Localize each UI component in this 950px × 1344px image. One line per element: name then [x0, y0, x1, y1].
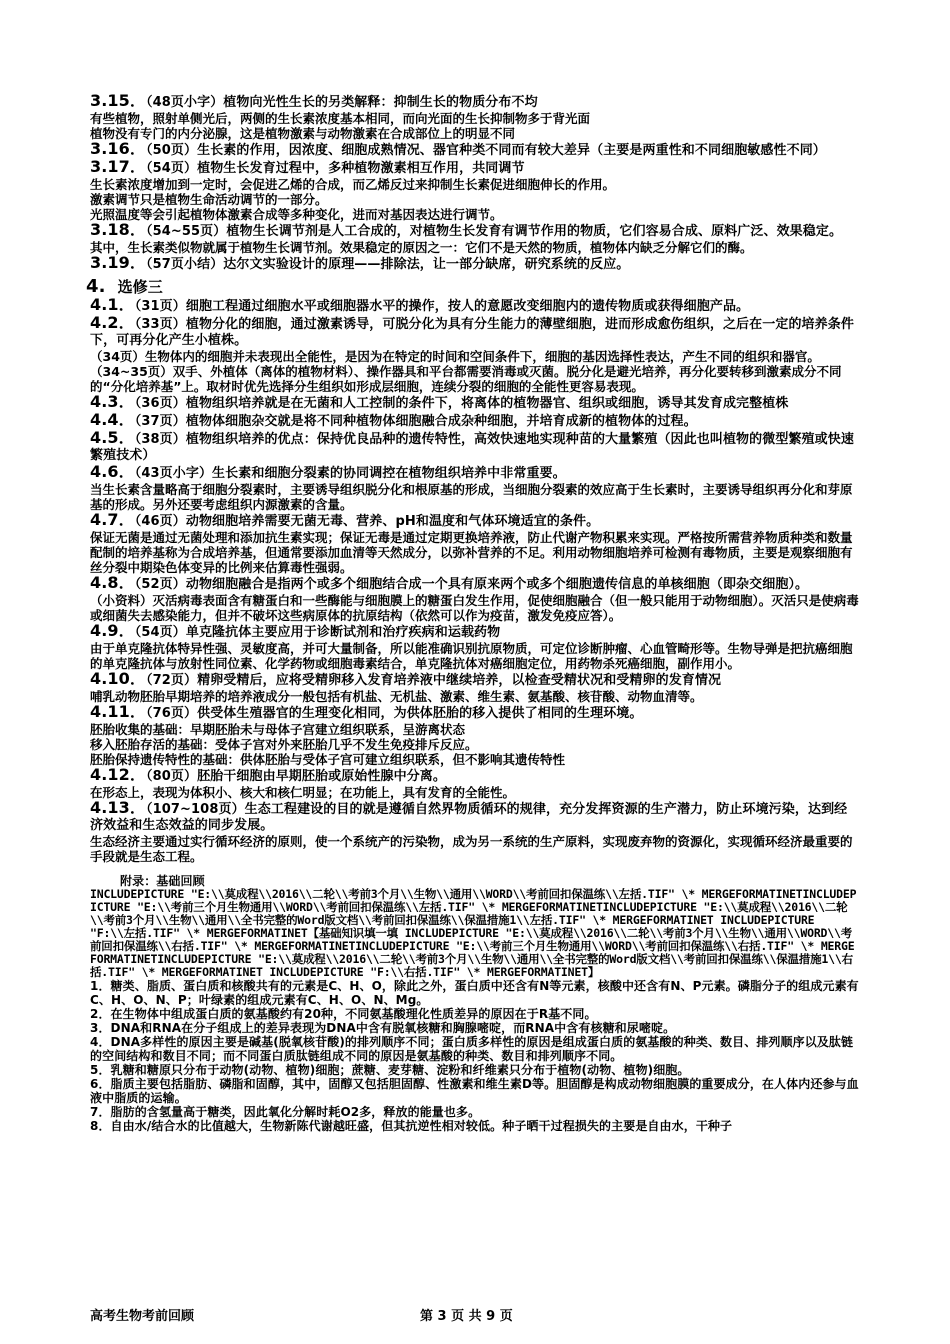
- entry-text: （33页）植物分化的细胞，通过激素诱导，可脱分化为具有分生能力的薄壁细胞，进而形成愈伤组织，之后在一定的培养条件下，可再分化产生小植株。: [90, 317, 854, 348]
- review-item: 2．在生物体中组成蛋白质的氨基酸约有20种，不同氨基酸理化性质差异的原因在于R基不同。: [90, 1007, 597, 1021]
- review-item: 4．DNA多样性的原因主要是碱基(脱氧核苷酸)的排列顺序不同；蛋白质多样性的原因是组成蛋白质的氨基酸的种类、数目、排列顺序以及肽链的空间结构和数目不同；而不同蛋白质肽链组成不同的原因是氨基酸的种类、数目和排列顺序不同。: [90, 1035, 854, 1063]
- numbered-entry: [90, 315, 860, 349]
- entry-note: （小资料）灭活病毒表面含有糖蛋白和一些酶能与细胞膜上的糖蛋白发生作用，促使细胞融合（但一般只能用于动物细胞）。灭活只是使病毒或细菌失去感染能力，但并不破坏这些病原体的抗原结构（依然可以作为疫苗，激发免疫应答）。: [90, 593, 859, 623]
- review-item: 7．脂肪的含氢量高于糖类，因此氧化分解时耗O2多，释放的能量也多。: [90, 1105, 481, 1119]
- entry-note: 哺乳动物胚胎早期培养的培养液成分一般包括有机盐、无机盐、激素、维生素、氨基酸、核苷酸、动物血清等。: [90, 689, 703, 704]
- entry-number-dot: ．: [129, 702, 146, 721]
- entry-number: 3.16: [90, 139, 130, 158]
- entry-number: 3.18: [90, 220, 130, 239]
- numbered-entry: [90, 800, 860, 834]
- entry-note: （34~35页）双手、外植体（离体的植物材料）、操作器具和平台都需要消毒或灭菌。脱分化是避光培养，再分化要转移到激素成分不同的“分化培养基”上。取材时优先选择分生组织如形成层细胞，连续分裂的细胞的全能性更容易表现。: [90, 364, 842, 394]
- entry-number-dot: ．: [118, 410, 135, 429]
- numbered-entry: [90, 255, 860, 273]
- entry-number: 3.17: [90, 157, 130, 176]
- appendix-title: 附录：基础回顾: [120, 874, 205, 888]
- entry-note: 生态经济主要通过实行循环经济的原则，使一个系统产的污染物，成为另一系统的生产原料，实现废弃物的资源化，实现循环经济最重要的手段就是生态工程。: [90, 834, 853, 864]
- numbered-entry: [90, 141, 860, 159]
- numbered-entry: [90, 767, 860, 785]
- section-heading: [86, 276, 860, 297]
- entry-number-dot: ．: [129, 220, 146, 239]
- entry-text: （50页）生长素的作用，因浓度、细胞成熟情况、器官种类不同而有较大差异（主要是两重性和不同细胞敏感性不同）: [146, 143, 826, 158]
- entry-number: 4.4: [90, 410, 119, 429]
- entry-number: 4.1: [90, 295, 119, 314]
- entry-text: （54~55页）植物生长调节剂是人工合成的，对植物生长发育有调节作用的物质，它们容易合成、原料广泛、效果稳定。: [146, 224, 843, 239]
- page-number: 第 3 页 共 9 页: [420, 1309, 513, 1324]
- entry-note: 胚胎保持遗传特性的基础：供体胚胎与受体子宫可建立组织联系，但不影响其遗传特性: [90, 752, 566, 767]
- numbered-entry: [90, 671, 860, 689]
- entry-text: （80页）胚胎干细胞由早期胚胎或原始性腺中分离。: [146, 769, 446, 784]
- spacer: [90, 864, 860, 874]
- numbered-entry: [90, 297, 860, 315]
- entry-number: 4.12: [90, 765, 130, 784]
- entry-number-dot: ．: [129, 669, 146, 688]
- entry-note: 其中，生长素类似物就属于植物生长调节剂。效果稳定的原因之一：它们不是天然的物质，植物体内缺乏分解它们的酶。: [90, 240, 753, 255]
- entry-text: （107~108页）生态工程建设的目的就是遵循自然界物质循环的规律，充分发挥资源的生产潜力，防止环境污染，达到经济效益和生态效益的同步发展。: [90, 802, 848, 833]
- entry-number-dot: ．: [129, 798, 146, 817]
- entry-note: 由于单克隆抗体特异性强、灵敏度高，并可大量制备，所以能准确识别抗原物质，可定位诊断肿瘤、心血管畸形等。生物导弹是把抗癌细胞的单克隆抗体与放射性同位素、化学药物或细胞毒素结合，单克隆抗体对癌细胞定位，用药物杀死癌细胞，副作用小。: [90, 641, 853, 671]
- entry-note: 激素调节只是植物生命活动调节的一部分。: [90, 192, 328, 207]
- entry-number-dot: ．: [129, 91, 146, 110]
- section-title: 选修三: [117, 278, 163, 296]
- entry-text: （38页）植物组织培养的优点：保持优良品种的遗传特性，高效快速地实现种苗的大量繁殖（因此也叫植物的微型繁殖或快速繁殖技术）: [90, 432, 854, 463]
- section-number: 4.: [86, 276, 106, 297]
- entry-number-dot: ．: [118, 313, 135, 332]
- entry-number-dot: ．: [118, 573, 135, 592]
- numbered-entry: [90, 394, 860, 412]
- entry-number: 4.10: [90, 669, 130, 688]
- entry-note: 植物没有专门的内分泌腺，这是植物激素与动物激素在合成部位上的明显不同: [90, 126, 516, 141]
- entry-number-dot: ．: [118, 621, 135, 640]
- entry-number-dot: ．: [118, 510, 135, 529]
- entry-number: 4.5: [90, 428, 119, 447]
- entry-note: （34页）生物体内的细胞并未表现出全能性，是因为在特定的时间和空间条件下，细胞的基因选择性表达，产生不同的组织和器官。: [90, 349, 820, 364]
- entry-note: 保证无菌是通过无菌处理和添加抗生素实现；保证无毒是通过定期更换培养液，防止代谢产物积累来实现。严格按所需营养物质种类和数量配制的培养基称为合成培养基，但通常要添加血清等天然成分，以弥补营养的不足。利用动物细胞培养可检测有毒物质，主要是观察细胞有丝分裂中期染色体变异的比例来估算毒性强弱。: [90, 530, 853, 575]
- entry-number-dot: ．: [118, 295, 135, 314]
- entry-note: 有些植物，照射单侧光后，两侧的生长素浓度基本相同，而向光面的生长抑制物多于背光面: [90, 111, 591, 126]
- page-footer: [90, 1305, 860, 1323]
- entry-text: （72页）精卵受精后，应将受精卵移入发育培养液中继续培养，以检查受精状况和受精卵的发育情况: [146, 673, 722, 688]
- numbered-entry: [90, 704, 860, 722]
- page-content: [86, 91, 860, 1133]
- entry-number: 4.3: [90, 392, 119, 411]
- entry-number: 4.11: [90, 702, 130, 721]
- entry-number: 4.7: [90, 510, 119, 529]
- numbered-entry: [90, 623, 860, 641]
- numbered-entry: [90, 575, 860, 593]
- entry-text: （52页）动物细胞融合是指两个或多个细胞结合成一个具有原来两个或多个细胞遗传信息的单核细胞（即杂交细胞）。: [134, 577, 809, 592]
- numbered-entry: [90, 464, 860, 482]
- numbered-entry: [90, 512, 860, 530]
- entry-text: （57页小结）达尔文实验设计的原理——排除法，让一部分缺席，研究系统的反应。: [146, 257, 630, 272]
- field-code-text: INCLUDEPICTURE "E:\\莫成程\\2016\\二轮\\考前3个月\\生物\\通用\\WORD\\考前回扣保温练\\左括.TIF" \* MERGEFORMATINETINCLUDEPICTURE "E:\\考前三个月生物通用\\WORD\\考前回扣保温练\\左括.TIF" \* MERGEFORMATINETINCLUDEPICTURE "E:\\莫成程\\2016\\二轮\\考前3个月\\生物\\通用\\全书完整的Word版文档\\考前回扣保温练\\保温措施1\\左括.TIF" \* MERGEFORMATINET INCLUDEPICTURE "F:\\左括.TIF" \* MERGEFORMATINET【基础知识填一填 INCLUDEPICTURE "E:\\莫成程\\2016\\二轮\\考前3个月\\生物\\通用\\WORD\\考前回扣保温练\\右括.TIF" \* MERGEFORMATINETINCLUDEPICTURE "E:\\考前三个月生物通用\\WORD\\考前回扣保温练\\右括.TIF" \* MERGEFORMATINETINCLUDEPICTURE "E:\\莫成程\\2016\\二轮\\考前3个月\\生物\\通用\\全书完整的Word版文档\\考前回扣保温练\\保温措施1\\右括.TIF" \* MERGEFORMATINET INCLUDEPICTURE "F:\\右括.TIF" \* MERGEFORMATINET】: [90, 887, 857, 979]
- entry-note: 移入胚胎存活的基础：受体子宫对外来胚胎几乎不发生免疫排斥反应。: [90, 737, 478, 752]
- numbered-entry: [90, 159, 860, 177]
- entry-note: 胚胎收集的基础：早期胚胎未与母体子宫建立组织联系，呈游离状态: [90, 722, 466, 737]
- review-item: 5．乳糖和糖原只分布于动物(动物、植物)细胞；蔗糖、麦芽糖、淀粉和纤维素只分布于植物(动物、植物)细胞。: [90, 1063, 690, 1077]
- entry-number: 3.19: [90, 253, 130, 272]
- review-item: 8．自由水/结合水的比值越大，生物新陈代谢越旺盛，但其抗逆性相对较低。种子晒干过程损失的主要是自由水，干种子: [90, 1119, 733, 1133]
- entry-note: 光照温度等会引起植物体激素合成等多种变化，进而对基因表达进行调节。: [90, 207, 503, 222]
- entry-number: 3.15: [90, 91, 130, 110]
- entry-note: 生长素浓度增加到一定时，会促进乙烯的合成，而乙烯反过来抑制生长素促进细胞伸长的作用。: [90, 177, 616, 192]
- review-item: 1．糖类、脂质、蛋白质和核酸共有的元素是C、H、O，除此之外，蛋白质中还含有N等元素，核酸中还含有N、P元素。磷脂分子的组成元素有C、H、O、N、P；叶绿素的组成元素有C、H、O、N、Mg。: [90, 979, 859, 1007]
- entry-number-dot: ．: [118, 462, 135, 481]
- entry-text: （46页）动物细胞培养需要无菌无毒、营养、pH和温度和气体环境适宜的条件。: [134, 514, 600, 529]
- entry-text: （37页）植物体细胞杂交就是将不同种植物体细胞融合成杂种细胞，并培育成新的植物体的过程。: [134, 414, 697, 429]
- entry-text: （76页）供受体生殖器官的生理变化相同，为供体胚胎的移入提供了相同的生理环境。: [146, 706, 643, 721]
- entry-number: 4.9: [90, 621, 119, 640]
- entry-number-dot: ．: [129, 139, 146, 158]
- entry-number-dot: ．: [118, 392, 135, 411]
- entry-text: （48页小字）植物向光性生长的另类解释：抑制生长的物质分布不均: [146, 95, 538, 110]
- numbered-entry: [90, 93, 860, 111]
- entry-number-dot: ．: [118, 428, 135, 447]
- entry-text: （43页小字）生长素和细胞分裂素的协同调控在植物组织培养中非常重要。: [134, 466, 566, 481]
- entry-number-dot: ．: [129, 157, 146, 176]
- entry-number-dot: ．: [129, 253, 146, 272]
- entry-number: 4.2: [90, 313, 119, 332]
- numbered-entry: [90, 222, 860, 240]
- entry-number-dot: ．: [129, 765, 146, 784]
- entry-text: （54页）植物生长发育过程中，多种植物激素相互作用，共同调节: [146, 161, 525, 176]
- entry-number: 4.13: [90, 798, 130, 817]
- review-item: 3．DNA和RNA在分子组成上的差异表现为DNA中含有脱氧核糖和胸腺嘧啶，而RNA中含有核糖和尿嘧啶。: [90, 1021, 676, 1035]
- review-item: 6．脂质主要包括脂肪、磷脂和固醇，其中，固醇又包括胆固醇、性激素和维生素D等。胆固醇是构成动物细胞膜的重要成分，在人体内还参与血液中脂质的运输。: [90, 1077, 859, 1105]
- numbered-entry: [90, 412, 860, 430]
- entry-number: 4.6: [90, 462, 119, 481]
- entry-text: （54页）单克隆抗体主要应用于诊断试剂和治疗疾病和运载药物: [134, 625, 501, 640]
- entry-note: 当生长素含量略高于细胞分裂素时，主要诱导组织脱分化和根原基的形成，当细胞分裂素的效应高于生长素时，主要诱导组织再分化和芽原基的形成。另外还要考虑组织内源激素的含量。: [90, 482, 853, 512]
- entry-text: （36页）植物组织培养就是在无菌和人工控制的条件下，将离体的植物器官、组织或细胞，诱导其发育成完整植株: [134, 396, 789, 411]
- entry-number: 4.8: [90, 573, 119, 592]
- numbered-entry: [90, 430, 860, 464]
- entry-text: （31页）细胞工程通过细胞水平或细胞器水平的操作，按人的意愿改变细胞内的遗传物质或获得细胞产品。: [134, 299, 750, 314]
- footer-title: 高考生物考前回顾: [90, 1309, 195, 1324]
- entry-note: 在形态上，表现为体积小、核大和核仁明显；在功能上，具有发育的全能性。: [90, 785, 516, 800]
